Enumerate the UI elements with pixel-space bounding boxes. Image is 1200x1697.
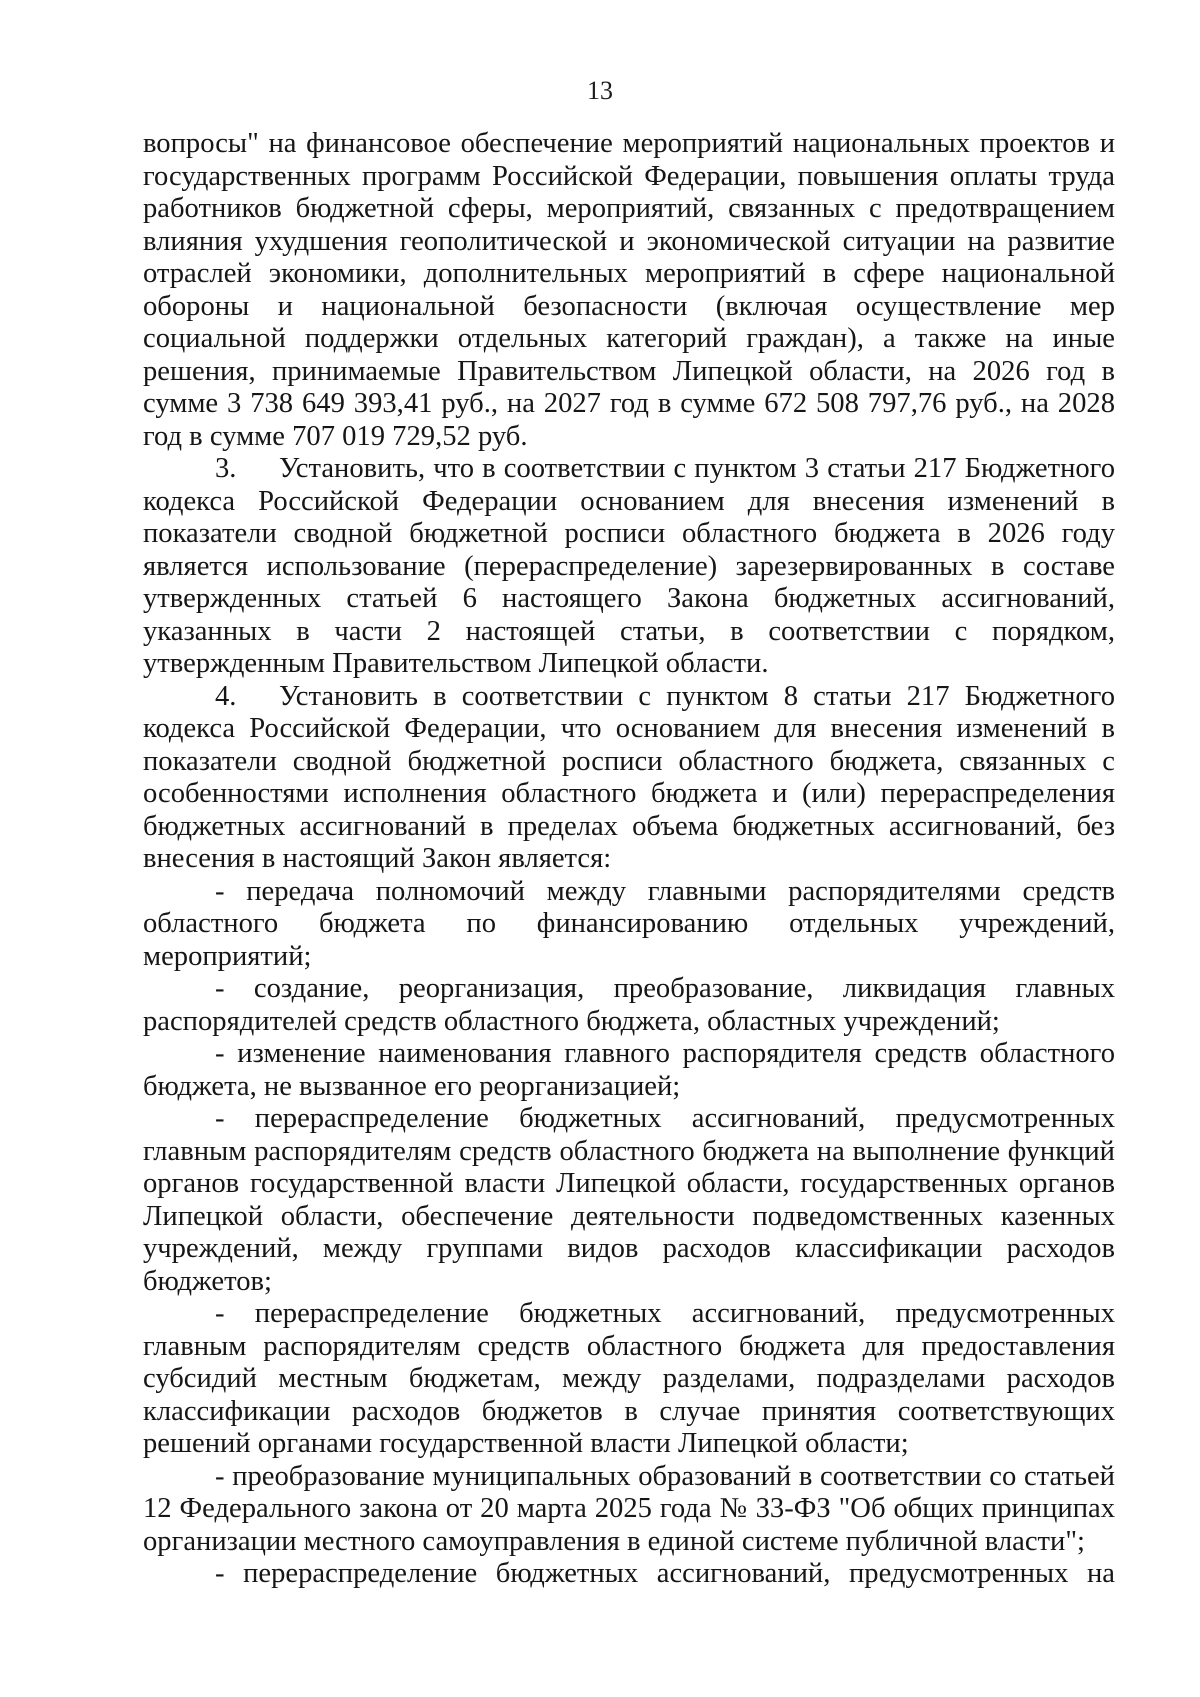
paragraph-text: Установить в соответствии с пунктом 8 статьи 217 Бюджетного кодекса Российской Федерации, что основанием для внесения изменений в показатели сводной бюджетной росписи областного бюджета, связанных с особенностями исполнения областного бюджета и (или) перераспределения бюджетных ассигнований в пределах объема бюджетных ассигнований, без внесения в настоящий Закон является: bbox=[143, 680, 1115, 874]
page-number: 13 bbox=[587, 76, 613, 105]
list-item: - перераспределение бюджетных ассигнований, предусмотренных главным распорядителям средств областного бюджета на выполнение функций органов государственной власти Липецкой области, государственных органов Липецкой области, обеспечение деятельности подведомственных казенных учреждений, между группами видов расходов классификации расходов бюджетов; bbox=[143, 1103, 1115, 1297]
paragraph-number: 3. bbox=[215, 453, 237, 484]
paragraph-text: Установить, что в соответствии с пунктом 3 статьи 217 Бюджетного кодекса Российской Федерации основанием для внесения изменений в показатели сводной бюджетной росписи областного бюджета в 2026 году является использование (перераспределение) зарезервированных в составе утвержденных статьей 6 настоящего Закона бюджетных ассигнований, указанных в части 2 настоящей статьи, в соответствии с порядком, утвержденным Правительством Липецкой области. bbox=[143, 453, 1115, 679]
paragraph-continuation: вопросы" на финансовое обеспечение мероприятий национальных проектов и государственных программ Российской Федерации, повышения оплаты труда работников бюджетной сферы, мероприятий, связанных с предотвращением влияния ухудшения геополитической и экономической ситуации на развитие отраслей экономики, дополнительных мероприятий в сфере национальной обороны и национальной безопасности (включая осуществление мер социальной поддержки отдельных категорий граждан), а также на иные решения, принимаемые Правительством Липецкой области, на 2026 год в сумме 3 738 649 393,41 руб., на 2027 год в сумме 672 508 797,76 руб., на 2028 год в сумме 707 019 729,52 руб. bbox=[143, 128, 1115, 452]
paragraph-3 bbox=[143, 453, 1115, 681]
paragraph-number: 4. bbox=[215, 680, 237, 712]
list-item: - преобразование муниципальных образований в соответствии со статьей 12 Федерального закона от 20 марта 2025 года № 33-ФЗ "Об общих принципах организации местного самоуправления в единой системе публичной власти"; bbox=[143, 1460, 1115, 1557]
list-item: - изменение наименования главного распорядителя средств областного бюджета, не вызванное его реорганизацией; bbox=[143, 1038, 1115, 1102]
list-item: - создание, реорганизация, преобразование, ликвидация главных распорядителей средств областного бюджета, областных учреждений; bbox=[143, 973, 1115, 1037]
list-item: - перераспределение бюджетных ассигнований, предусмотренных на bbox=[215, 1558, 1115, 1589]
paragraph-4 bbox=[143, 681, 1115, 876]
list-item: - перераспределение бюджетных ассигнований, предусмотренных главным распорядителям средств областного бюджета для предоставления субсидий местным бюджетам, между разделами, подразделами расходов классификации расходов бюджетов в случае принятия соответствующих решений органами государственной власти Липецкой области; bbox=[143, 1298, 1115, 1459]
document-body bbox=[143, 128, 1115, 1591]
list-item: - передача полномочий между главными распорядителями средств областного бюджета по финансированию отдельных учреждений, мероприятий; bbox=[143, 875, 1115, 972]
